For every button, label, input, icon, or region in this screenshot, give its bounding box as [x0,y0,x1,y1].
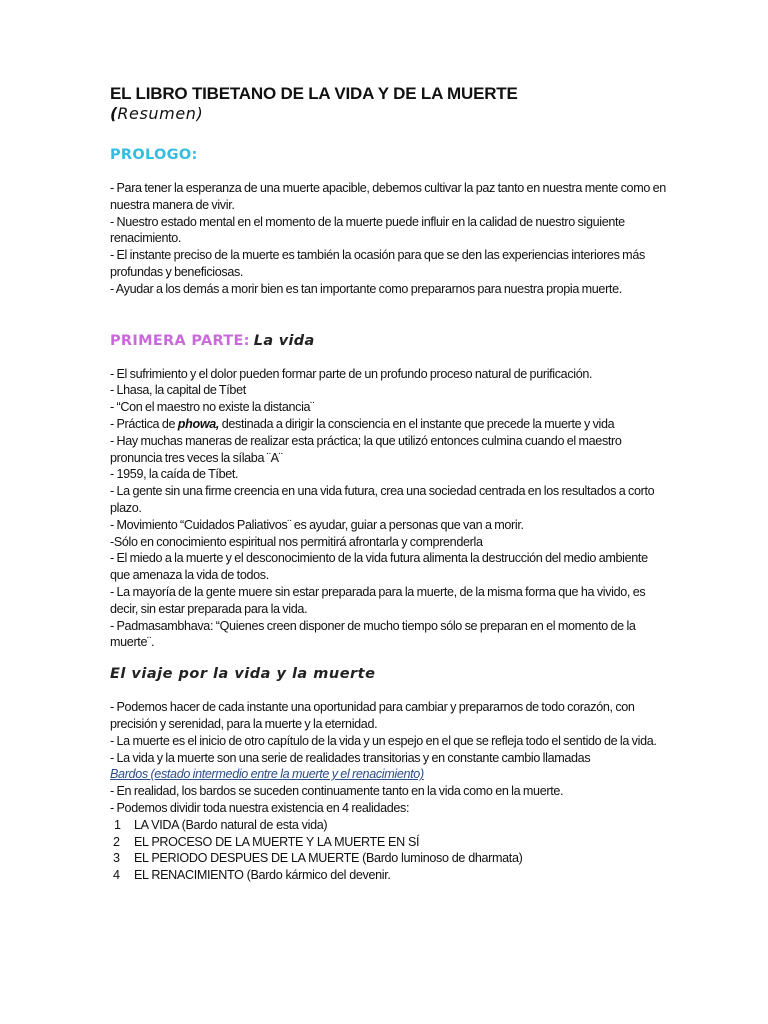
phowa-suffix: destinada a dirigir la consciencia en el instante que precede la muerte y vida [219,416,615,431]
list-item [110,817,670,834]
list-text: EL PROCESO DE LA MUERTE Y LA MUERTE EN SÍ [134,834,420,849]
list-item [110,834,670,851]
primera-paragraph: - Hay muchas maneras de realizar esta práctica; la que utilizó entonces culmina cuando el maestro pronuncia tres veces la sílaba ¨A¨ [110,433,622,465]
realidades-list [110,817,670,884]
phowa-prefix: - Práctica de [110,416,178,431]
prologo-heading: PROLOGO: [110,147,198,163]
primera-paragraph: - Lhasa, la capital de Tíbet [110,383,246,398]
primera-parte-heading [110,332,670,350]
list-text: LA VIDA (Bardo natural de esta vida) [134,817,328,832]
prologo-paragraph: - El instante preciso de la muerte es también la ocasión para que se den las experiencias interiores más profundas y beneficiosas. [110,248,645,279]
list-number: 1 [114,817,121,832]
viaje-paragraph: - La vida y la muerte son una serie de realidades transitorias y en constante cambio llamadas [110,750,591,765]
viaje-paragraph: - Podemos hacer de cada instante una oportunidad para cambiar y prepararnos de todo corazón, con precisión y serenidad, para la muerte y la eternidad. [110,700,635,731]
primera-paragraph: - El miedo a la muerte y el desconocimiento de la vida futura alimenta la destrucción del medio ambiente que amenaza la vida de todos. [110,551,648,583]
primera-paragraph: - La mayoría de la gente muere sin estar preparada para la muerte, de la misma forma que ha vivido, es decir, sin estar preparada para la vida. [110,584,646,616]
primera-parte-subheading: La vida [253,332,315,349]
list-number: 2 [113,834,120,849]
list-number: 4 [113,868,120,883]
viaje-paragraph: - En realidad, los bardos se suceden continuamente tanto en la vida como en la muerte. [110,784,564,799]
primera-paragraph: - El sufrimiento y el dolor pueden formar parte de un profundo proceso natural de purificación. [110,366,593,381]
prologo-paragraph: - Para tener la esperanza de una muerte apacible, debemos cultivar la paz tanto en nuestra mente como en nuestra manera de vivir. [110,181,666,212]
primera-parte-section [110,366,670,652]
list-text: EL PERIODO DESPUES DE LA MUERTE (Bardo luminoso de dharmata) [134,851,523,866]
primera-paragraph: - Movimiento “Cuidados Paliativos¨ es ayudar, guiar a personas que van a morir. [110,517,524,532]
subtitle-word: Resumen) [117,104,204,123]
prologo-paragraph: - Nuestro estado mental en el momento de la muerte puede influir en la calidad de nuestro siguiente renacimiento. [110,214,625,246]
list-text: EL RENACIMIENTO (Bardo kármico del devenir. [134,868,391,883]
primera-paragraph: - 1959, la caída de Tíbet. [110,467,239,482]
list-item [110,850,670,867]
prologo-section [110,180,670,298]
viaje-section [110,699,670,884]
primera-parte-label: PRIMERA PARTE: [110,332,250,349]
viaje-heading: El viaje por la vida y la muerte [110,666,376,683]
prologo-paragraph: - Ayudar a los demás a morir bien es tan importante como prepararnos para nuestra propia muerte. [110,281,622,296]
document-subtitle [110,104,670,124]
primera-paragraph: - La gente sin una firme creencia en una vida futura, crea una sociedad centrada en los resultados a corto plazo. [110,484,655,515]
document-title: EL LIBRO TIBETANO DE LA VIDA Y DE LA MUERTE [110,84,518,103]
list-number: 3 [113,851,120,866]
phowa-term: phowa, [177,416,220,431]
bardos-link-line [110,766,670,783]
primera-paragraph: - “Con el maestro no existe la distancia¨ [110,400,315,415]
document-page [110,84,670,884]
primera-paragraph: -Sólo en conocimiento espiritual nos permitirá afrontarla y comprenderla [110,534,483,549]
list-item [110,867,670,884]
viaje-paragraph: - Podemos dividir toda nuestra existencia en 4 realidades: [110,800,410,815]
viaje-paragraph: - La muerte es el inicio de otro capítulo de la vida y un espejo en el que se refleja todo el sentido de la vida. [110,733,657,748]
primera-paragraph: - Padmasambhava: “Quienes creen disponer de mucho tiempo sólo se preparan en el momento de la muerte¨. [110,618,636,650]
bardos-link[interactable]: Bardos (estado intermedio entre la muerte y el renacimiento) [110,767,424,782]
primera-paragraph-phowa [110,416,670,433]
subtitle-paren: ( [110,104,118,123]
